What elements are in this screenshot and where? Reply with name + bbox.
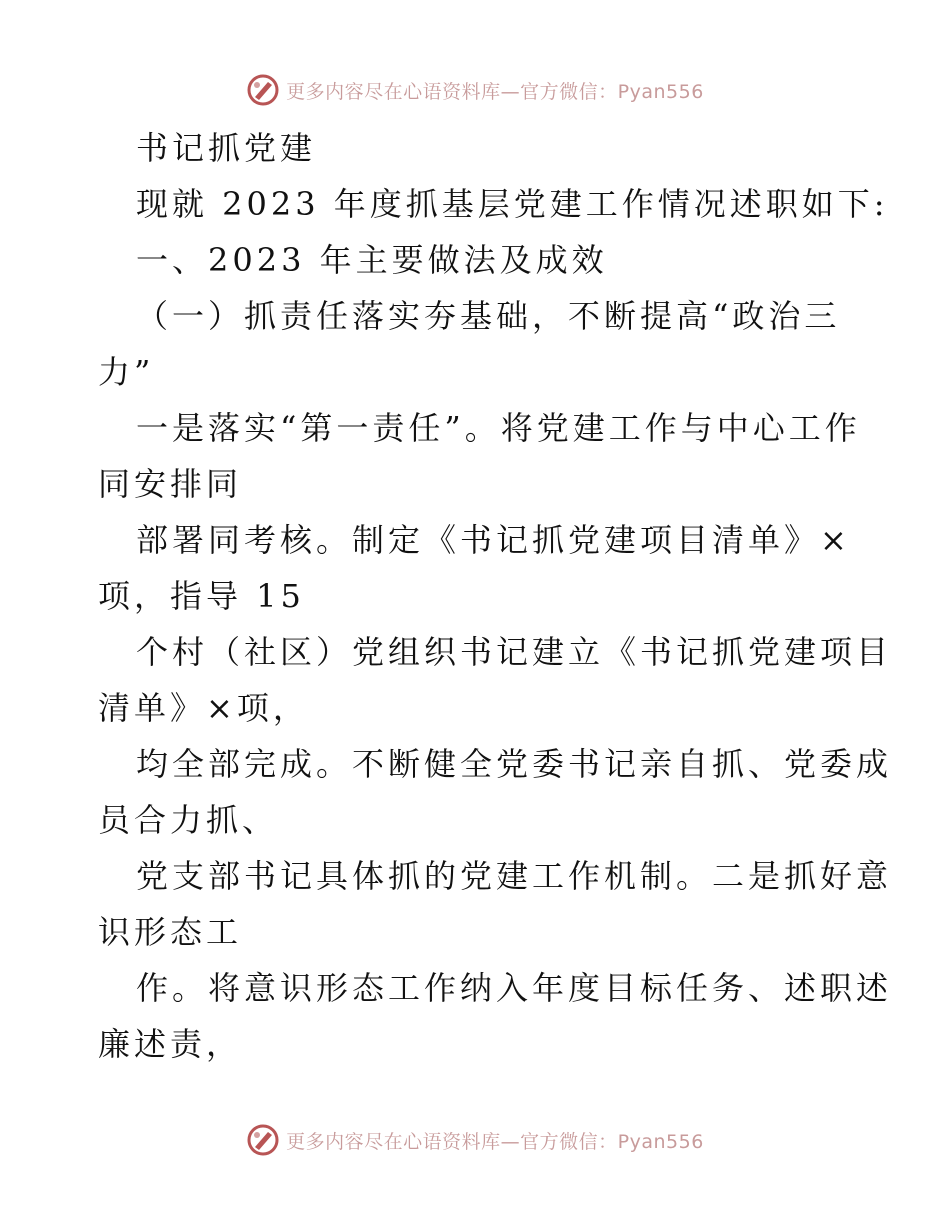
watermark-text: 更多内容尽在心语资料库—官方微信：Pyan556 bbox=[286, 80, 704, 103]
text-line: 均全部完成。不断健全党委书记亲自抓、党委成 bbox=[136, 745, 893, 783]
text-line: 廉述责， bbox=[98, 1025, 243, 1063]
text-line: 一是落实“第一责任”。将党建工作与中心工作 bbox=[136, 409, 861, 447]
text-line: 员合力抓、 bbox=[98, 801, 279, 839]
text-line: 书记抓党建 bbox=[136, 129, 317, 167]
text-line: 清单》×项， bbox=[98, 689, 309, 727]
text-line: 项，指导 15 bbox=[98, 577, 305, 615]
text-line: 党支部书记具体抓的党建工作机制。二是抓好意 bbox=[136, 857, 893, 895]
text-line: 部署同考核。制定《书记抓党建项目清单》× bbox=[136, 521, 851, 559]
watermark-logo-icon bbox=[246, 73, 280, 107]
watermark-footer bbox=[0, 1120, 950, 1160]
text-line: 个村（社区）党组织书记建立《书记抓党建项目 bbox=[136, 633, 893, 671]
text-line: 现就 2023 年度抓基层党建工作情况述职如下: bbox=[136, 185, 889, 223]
text-line: （一）抓责任落实夯基础，不断提高“政治三 bbox=[136, 297, 841, 335]
text-line: 力” bbox=[98, 353, 155, 391]
text-line: 一、2023 年主要做法及成效 bbox=[136, 241, 608, 279]
text-line: 识形态工 bbox=[98, 913, 243, 951]
document-body bbox=[98, 120, 893, 1072]
watermark-text: 更多内容尽在心语资料库—官方微信：Pyan556 bbox=[286, 1130, 704, 1153]
watermark-logo-icon bbox=[246, 1123, 280, 1157]
watermark-header bbox=[0, 70, 950, 110]
text-line: 同安排同 bbox=[98, 465, 243, 503]
text-line: 作。将意识形态工作纳入年度目标任务、述职述 bbox=[136, 969, 893, 1007]
